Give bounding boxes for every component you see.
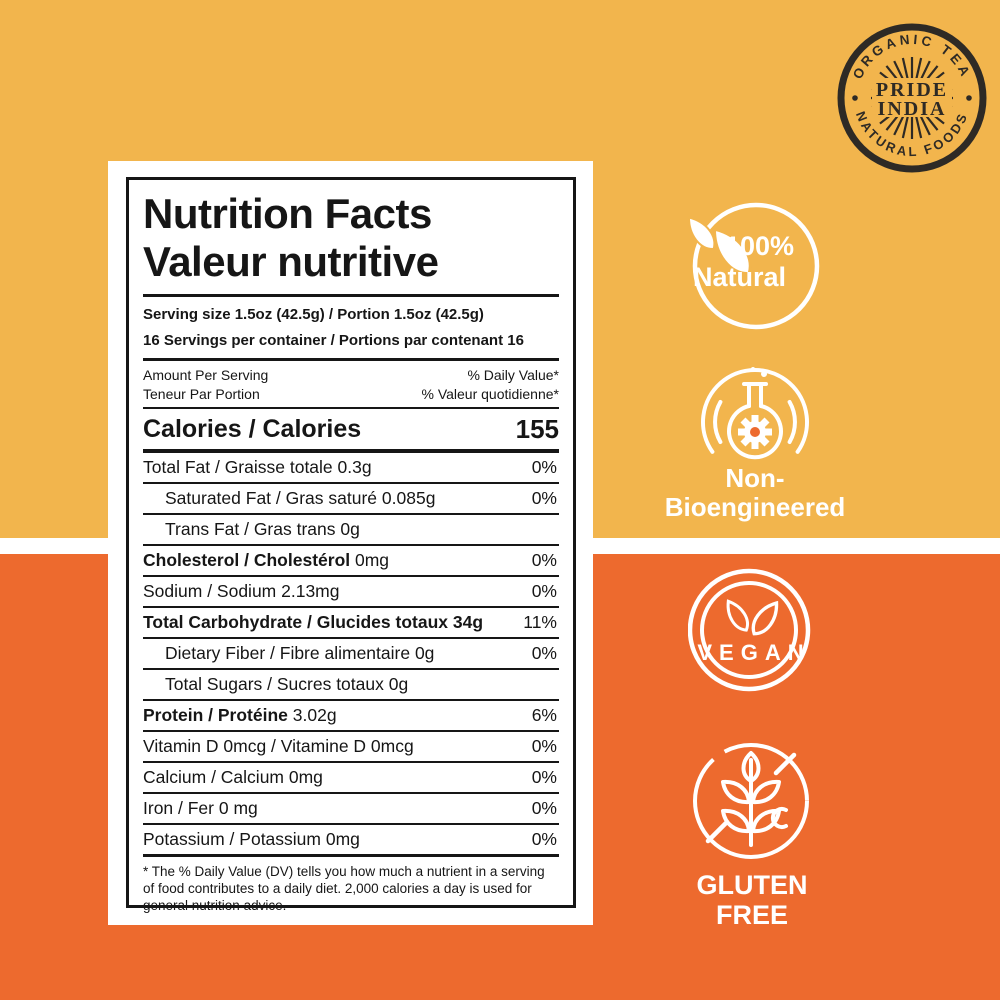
nutrient-name: Saturated Fat / Gras saturé 0.085g xyxy=(165,488,436,508)
vegan-badge-label: VEGAN xyxy=(697,640,811,665)
nutrition-facts-label xyxy=(126,177,576,913)
badge-gluten-free xyxy=(690,740,815,930)
daily-value-en: % Daily Value* xyxy=(467,367,559,383)
nutrient-name: Total Sugars / Sucres totaux 0g xyxy=(165,674,409,694)
nutrient-name: Potassium / Potassium 0mg xyxy=(143,829,360,849)
nutrient-row xyxy=(143,701,559,732)
non-bioengineered-line1: Non- xyxy=(725,463,785,493)
amount-per-serving-en: Amount Per Serving xyxy=(143,367,269,383)
pride-india-stamp-icon xyxy=(830,16,994,180)
nutrient-daily-value: 0% xyxy=(531,798,557,818)
nutrient-daily-value: 0% xyxy=(531,643,557,663)
nutrient-row xyxy=(143,484,559,515)
nutrient-row xyxy=(143,763,559,794)
footnote: * The % Daily Value (DV) tells you how much a nutrient in a serving of food contributes to a daily diet. 2,000 calories a day is used for general nutrition advice. xyxy=(143,864,545,913)
nutrient-name: Dietary Fiber / Fibre alimentaire 0g xyxy=(165,643,435,663)
nutrient-daily-value: 11% xyxy=(523,612,557,632)
nutrient-daily-value: 0% xyxy=(531,767,557,787)
gluten-free-line2: FREE xyxy=(715,900,788,930)
calories-label: Calories / Calories xyxy=(143,414,362,443)
rule xyxy=(143,358,559,361)
nutrient-name: Protein / Protéine 3.02g xyxy=(143,705,337,725)
nutrient-row xyxy=(143,453,559,484)
nutrient-row xyxy=(143,794,559,825)
nutrient-row xyxy=(143,608,559,639)
nutrient-row xyxy=(143,577,559,608)
logo-center-line2: INDIA xyxy=(877,98,947,120)
nutrient-daily-value: 0% xyxy=(531,736,557,756)
nutrient-row xyxy=(143,515,559,546)
amount-per-serving-row xyxy=(143,366,559,404)
calories-value: 155 xyxy=(515,413,559,444)
label-title xyxy=(143,190,559,286)
nutrient-name: Vitamin D 0mcg / Vitamine D 0mcg xyxy=(143,736,414,756)
nutrient-row xyxy=(143,639,559,670)
nutrient-daily-value: 6% xyxy=(531,705,557,725)
natural-badge-line1: 100% xyxy=(724,231,795,261)
brand-logo xyxy=(830,16,994,180)
natural-badge-line2: Natural xyxy=(692,262,787,292)
servings-per-container: 16 Servings per container / Portions par contenant 16 xyxy=(143,332,524,349)
nutrient-row xyxy=(143,670,559,701)
logo-arc-bottom: NATURAL FOODS xyxy=(853,109,971,160)
nutrition-card xyxy=(108,161,593,925)
gluten-free-line1: GLUTEN xyxy=(696,870,808,900)
nutrient-name: Total Carbohydrate / Glucides totaux 34g xyxy=(143,612,484,632)
nutrient-name: Sodium / Sodium 2.13mg xyxy=(143,581,340,601)
nutrient-daily-value: 0% xyxy=(531,829,557,849)
serving-info xyxy=(143,302,559,354)
logo-center-line1: PRIDE xyxy=(875,79,949,101)
badge-100-natural xyxy=(660,196,825,331)
nutrient-daily-value: 0% xyxy=(531,488,557,508)
nutrient-row xyxy=(143,546,559,577)
nutrient-row xyxy=(143,825,559,857)
calories-row xyxy=(143,409,559,449)
rule xyxy=(143,294,559,297)
nutrient-daily-value: 0% xyxy=(531,457,557,477)
nutrient-daily-value: 0% xyxy=(531,581,557,601)
badge-non-bioengineered xyxy=(650,364,860,534)
amount-per-serving-fr: Teneur Par Portion xyxy=(143,386,260,402)
nutrient-name: Cholesterol / Cholestérol 0mg xyxy=(143,550,390,570)
label-title-fr: Valeur nutritive xyxy=(143,238,439,285)
label-title-en: Nutrition Facts xyxy=(143,190,432,237)
non-bioengineered-line2: Bioengineered xyxy=(664,492,846,522)
nutrient-row xyxy=(143,732,559,763)
nutrient-name: Total Fat / Graisse totale 0.3g xyxy=(143,457,372,477)
nutrient-rows xyxy=(143,453,559,857)
logo-arc-top: ORGANIC TEA xyxy=(849,31,975,82)
nutrient-name: Iron / Fer 0 mg xyxy=(143,798,258,818)
badge-vegan xyxy=(688,568,813,693)
vegan-leaves-icon xyxy=(688,568,813,693)
nutrient-name: Trans Fat / Gras trans 0g xyxy=(165,519,360,539)
nutrient-name: Calcium / Calcium 0mg xyxy=(143,767,323,787)
crossed-wheat-icon xyxy=(690,740,815,865)
daily-value-fr: % Valeur quotidienne* xyxy=(421,386,559,402)
nutrient-daily-value: 0% xyxy=(531,550,557,570)
serving-size: Serving size 1.5oz (42.5g) / Portion 1.5oz (42.5g) xyxy=(143,306,484,323)
